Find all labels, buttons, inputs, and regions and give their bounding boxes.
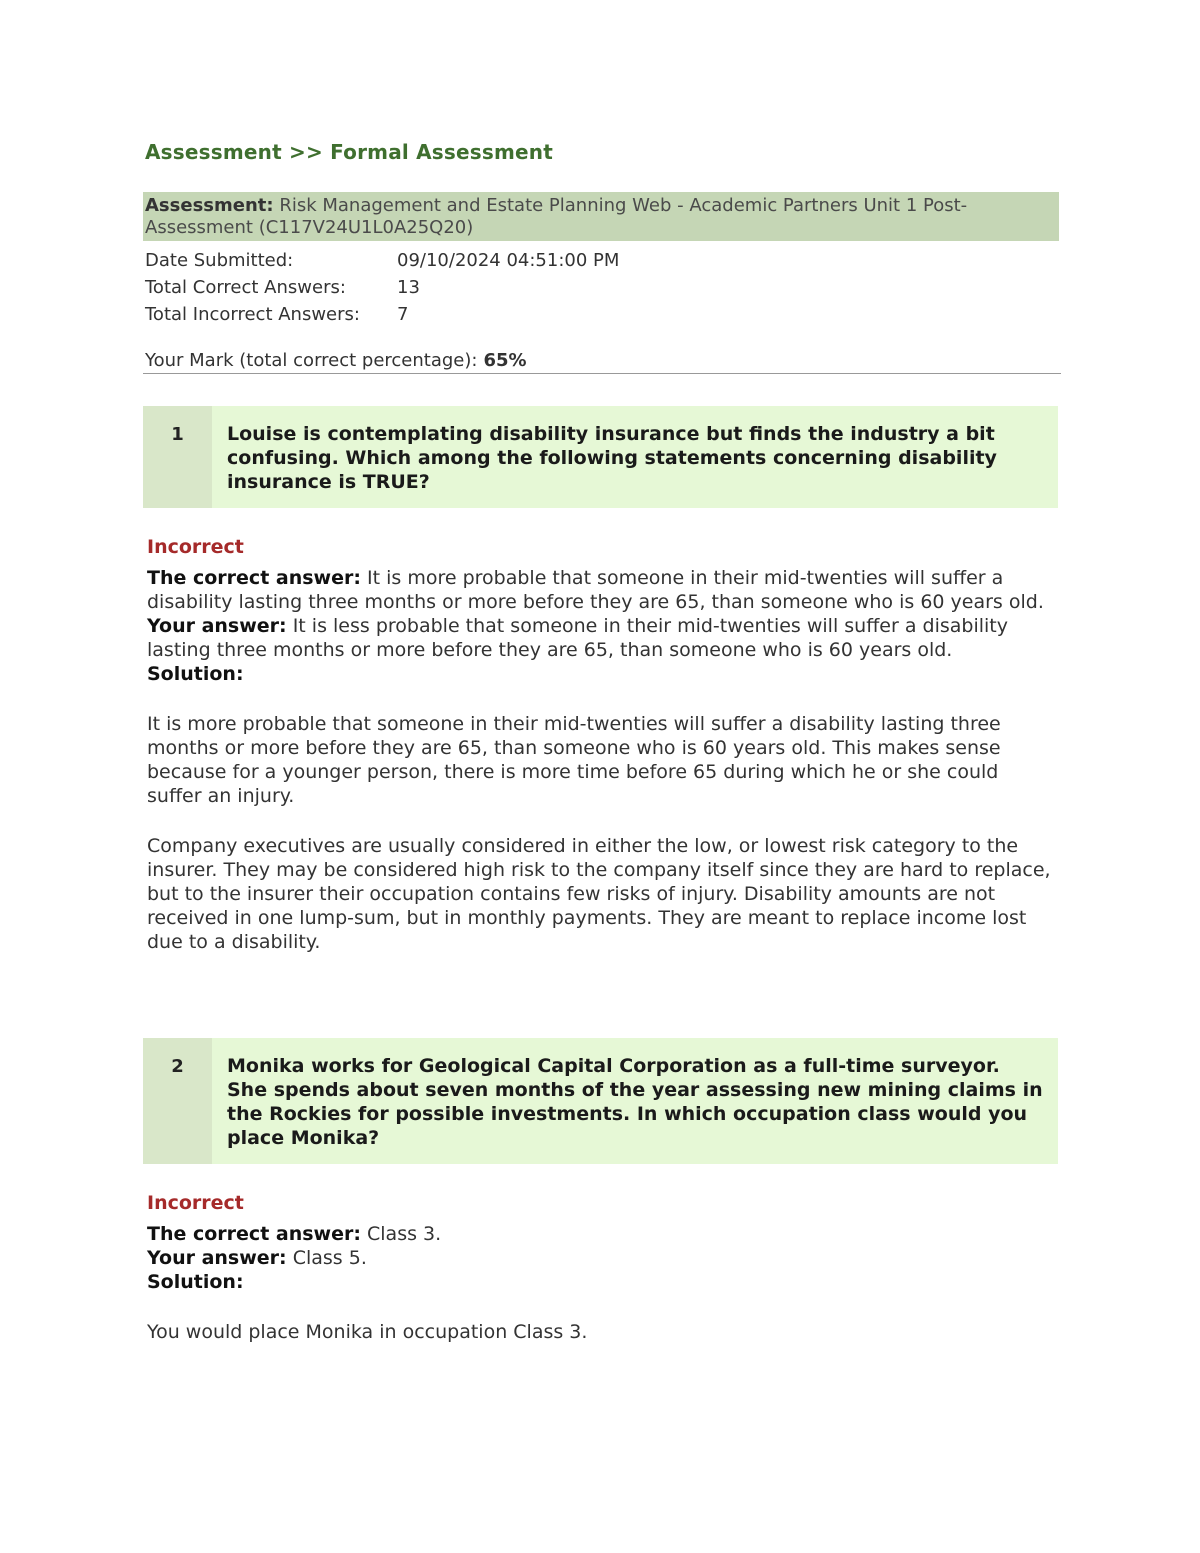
your-answer-label: Your answer: — [147, 615, 287, 637]
correct-answer-text: Class 3. — [367, 1223, 442, 1245]
your-answer-text: It is less probable that someone in their mid-twenties will suffer a disability lasting three months or more before they are 65, than someone who is 60 years old. — [147, 615, 1009, 661]
correct-answer — [147, 1222, 1057, 1246]
solution-heading — [147, 662, 1057, 686]
total-correct-label: Total Correct Answers: — [145, 277, 346, 298]
correct-answer-text: It is more probable that someone in their mid-twenties will suffer a disability lasting three months or more before they are 65, than someone who is 60 years old. — [147, 567, 1044, 613]
assessment-banner — [143, 192, 1059, 241]
assessment-page — [143, 140, 1061, 1344]
total-incorrect-row — [143, 301, 1061, 328]
result-status: Incorrect — [147, 1192, 244, 1214]
correct-answer — [147, 566, 1057, 614]
total-correct-row — [143, 274, 1061, 301]
submission-summary — [143, 247, 1061, 328]
your-answer — [147, 614, 1057, 662]
correct-answer-label: The correct answer: — [147, 1223, 361, 1245]
assessment-label: Assessment: — [145, 195, 274, 216]
total-incorrect-value: 7 — [397, 304, 409, 325]
solution-paragraph: Company executives are usually considered in either the low, or lowest risk category to the insurer. They may be considered high risk to the company itself since they are hard to replace, but to the insurer their occupation contains few risks of injury. Disability amounts are not received in one lump-sum, but in monthly payments. They are meant to replace income lost due to a disability. — [147, 835, 1051, 953]
question-2-result — [143, 1192, 1061, 1344]
total-incorrect-label: Total Incorrect Answers: — [145, 304, 360, 325]
your-mark-value: 65% — [483, 350, 527, 371]
question-text: Monika works for Geological Capital Corporation as a full-time surveyor. She spends about seven months of the year assessing new mining claims in the Rockies for possible investments. In which occupation class would you place Monika? — [212, 1038, 1058, 1164]
question-1 — [143, 406, 1058, 508]
correct-answer-label: The correct answer: — [147, 567, 361, 589]
assessment-name: Risk Management and Estate Planning Web - Academic Partners Unit 1 Post-Assessment (C117V24U1L0A25Q20) — [145, 195, 968, 238]
date-submitted-value: 09/10/2024 04:51:00 PM — [397, 250, 620, 271]
solution-paragraph: It is more probable that someone in their mid-twenties will suffer a disability lasting three months or more before they are 65, than someone who is 60 years old. This makes sense because for a younger person, there is more time before 65 during which he or she could suffer an injury. — [147, 713, 1001, 807]
your-answer-label: Your answer: — [147, 1247, 287, 1269]
solution-paragraph: You would place Monika in occupation Class 3. — [147, 1321, 588, 1343]
question-text: Louise is contemplating disability insurance but finds the industry a bit confusing. Which among the following statements concerning disability insurance is TRUE? — [212, 406, 1058, 508]
result-status: Incorrect — [147, 536, 244, 558]
question-2 — [143, 1038, 1058, 1164]
solution-label: Solution: — [147, 663, 244, 685]
your-answer — [147, 1246, 1057, 1270]
total-correct-value: 13 — [397, 277, 420, 298]
question-number: 2 — [143, 1038, 212, 1164]
question-number: 1 — [143, 406, 212, 508]
date-submitted-label: Date Submitted: — [145, 250, 294, 271]
breadcrumb: Assessment >> Formal Assessment — [145, 140, 553, 164]
solution-heading — [147, 1270, 1057, 1294]
your-answer-text: Class 5. — [292, 1247, 367, 1269]
your-mark-label: Your Mark (total correct percentage): — [145, 350, 478, 371]
solution-label: Solution: — [147, 1271, 244, 1293]
question-1-result — [143, 536, 1061, 954]
question-spacer — [143, 954, 1061, 1006]
your-mark-row — [143, 350, 1061, 374]
date-submitted-row — [143, 247, 1061, 274]
